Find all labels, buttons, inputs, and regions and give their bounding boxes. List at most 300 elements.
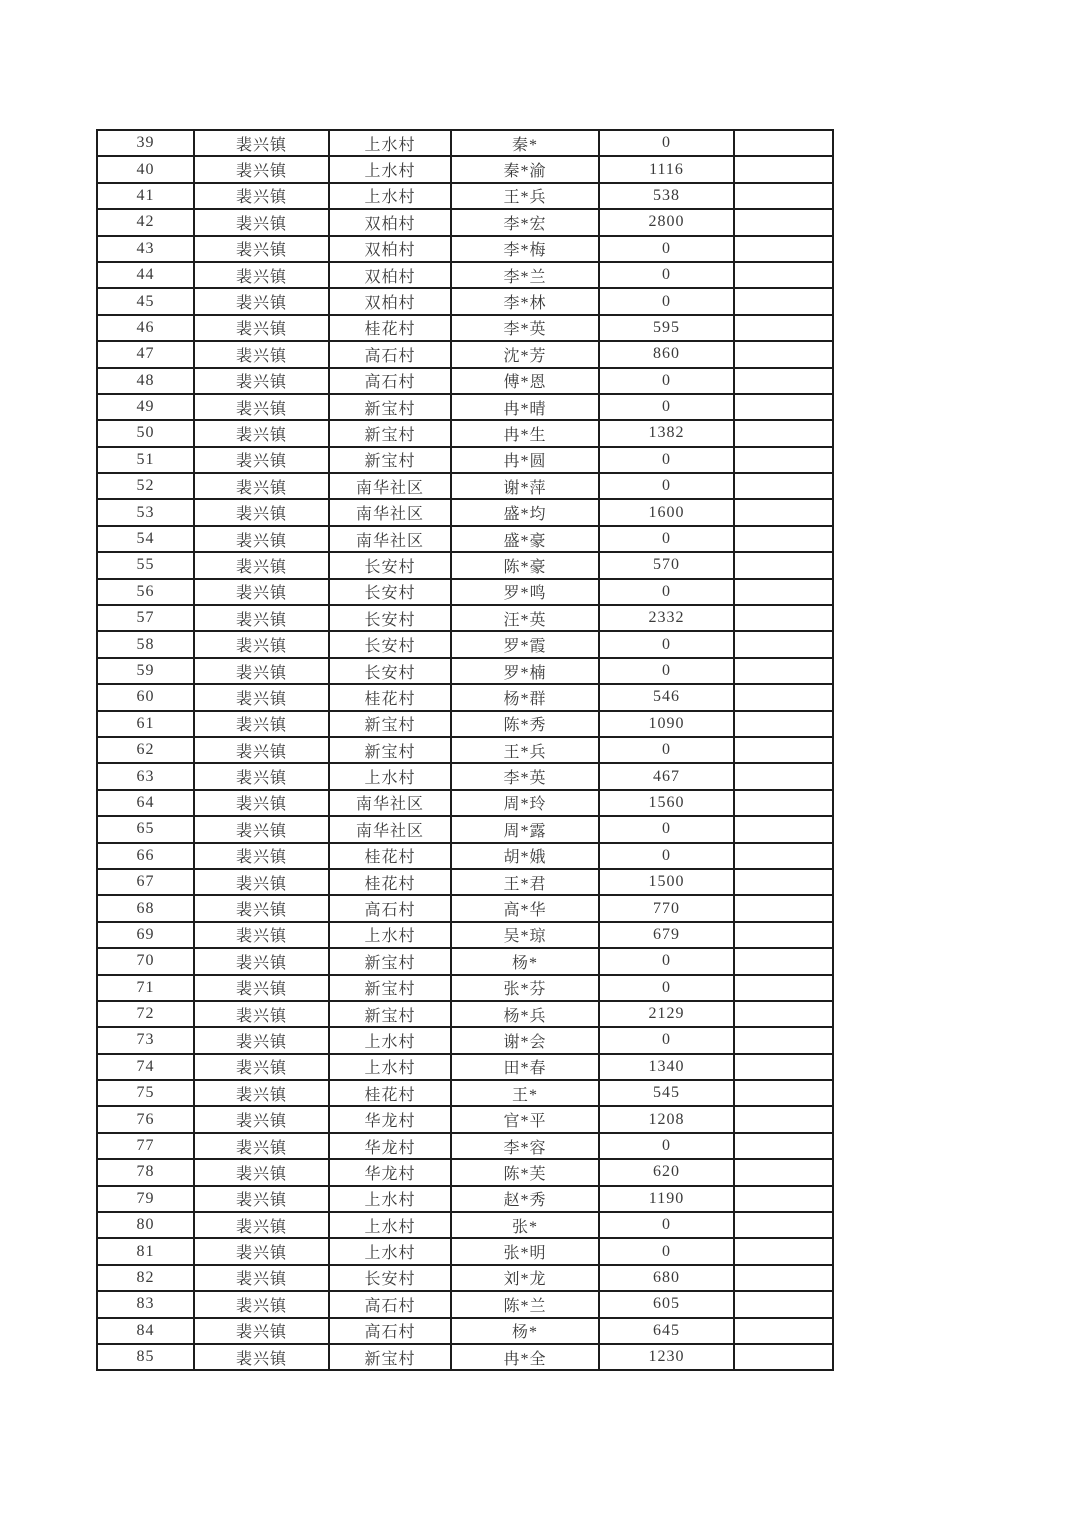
table-row — [97, 922, 833, 948]
cell-village: 新宝村 — [329, 975, 451, 1001]
cell-note — [734, 394, 833, 420]
cell-amount: 0 — [599, 948, 734, 974]
cell-note — [734, 658, 833, 684]
cell-town: 裴兴镇 — [194, 1054, 329, 1080]
cell-no: 58 — [97, 631, 194, 657]
cell-amount: 0 — [599, 737, 734, 763]
cell-note — [734, 183, 833, 209]
cell-amount: 1500 — [599, 869, 734, 895]
cell-note — [734, 1054, 833, 1080]
cell-amount: 0 — [599, 658, 734, 684]
cell-village: 双柏村 — [329, 262, 451, 288]
cell-town: 裴兴镇 — [194, 1080, 329, 1106]
cell-note — [734, 473, 833, 499]
cell-village: 新宝村 — [329, 737, 451, 763]
cell-name: 张*芬 — [451, 975, 599, 1001]
cell-note — [734, 526, 833, 552]
cell-no: 83 — [97, 1291, 194, 1317]
cell-town: 裴兴镇 — [194, 394, 329, 420]
cell-no: 76 — [97, 1106, 194, 1132]
cell-no: 39 — [97, 130, 194, 156]
cell-village: 高石村 — [329, 341, 451, 367]
cell-town: 裴兴镇 — [194, 922, 329, 948]
cell-name: 陈*秀 — [451, 711, 599, 737]
cell-note — [734, 420, 833, 446]
cell-town: 裴兴镇 — [194, 763, 329, 789]
cell-note — [734, 1159, 833, 1185]
table-row — [97, 948, 833, 974]
cell-village: 桂花村 — [329, 1080, 451, 1106]
table-row — [97, 605, 833, 631]
cell-village: 南华社区 — [329, 816, 451, 842]
cell-amount: 2129 — [599, 1001, 734, 1027]
cell-amount: 0 — [599, 975, 734, 1001]
spreadsheet-area — [96, 129, 834, 1371]
cell-amount: 0 — [599, 288, 734, 314]
cell-town: 裴兴镇 — [194, 1265, 329, 1291]
cell-town: 裴兴镇 — [194, 262, 329, 288]
cell-village: 华龙村 — [329, 1106, 451, 1132]
cell-amount: 1600 — [599, 499, 734, 525]
cell-no: 77 — [97, 1133, 194, 1159]
cell-amount: 0 — [599, 843, 734, 869]
cell-no: 53 — [97, 499, 194, 525]
table-row — [97, 1106, 833, 1132]
cell-town: 裴兴镇 — [194, 473, 329, 499]
cell-amount: 2332 — [599, 605, 734, 631]
table-row — [97, 579, 833, 605]
cell-village: 南华社区 — [329, 526, 451, 552]
cell-no: 43 — [97, 236, 194, 262]
cell-amount: 538 — [599, 183, 734, 209]
cell-town: 裴兴镇 — [194, 209, 329, 235]
cell-town: 裴兴镇 — [194, 552, 329, 578]
cell-name: 胡*娥 — [451, 843, 599, 869]
cell-note — [734, 1080, 833, 1106]
cell-no: 69 — [97, 922, 194, 948]
cell-note — [734, 816, 833, 842]
cell-name: 吴*琼 — [451, 922, 599, 948]
cell-note — [734, 1106, 833, 1132]
cell-no: 70 — [97, 948, 194, 974]
cell-town: 裴兴镇 — [194, 790, 329, 816]
cell-town: 裴兴镇 — [194, 1186, 329, 1212]
cell-name: 罗*楠 — [451, 658, 599, 684]
cell-amount: 1230 — [599, 1344, 734, 1370]
cell-village: 双柏村 — [329, 288, 451, 314]
cell-name: 李*梅 — [451, 236, 599, 262]
cell-town: 裴兴镇 — [194, 526, 329, 552]
cell-no: 47 — [97, 341, 194, 367]
table-row — [97, 1344, 833, 1370]
cell-village: 桂花村 — [329, 684, 451, 710]
cell-note — [734, 605, 833, 631]
cell-amount: 570 — [599, 552, 734, 578]
cell-town: 裴兴镇 — [194, 711, 329, 737]
cell-no: 41 — [97, 183, 194, 209]
cell-amount: 0 — [599, 394, 734, 420]
cell-no: 67 — [97, 869, 194, 895]
cell-amount: 1208 — [599, 1106, 734, 1132]
cell-name: 沈*芳 — [451, 341, 599, 367]
cell-note — [734, 368, 833, 394]
cell-amount: 0 — [599, 816, 734, 842]
cell-town: 裴兴镇 — [194, 420, 329, 446]
cell-village: 南华社区 — [329, 499, 451, 525]
cell-no: 72 — [97, 1001, 194, 1027]
cell-town: 裴兴镇 — [194, 315, 329, 341]
cell-town: 裴兴镇 — [194, 1318, 329, 1344]
cell-village: 长安村 — [329, 605, 451, 631]
cell-name: 王* — [451, 1080, 599, 1106]
table-body — [97, 130, 833, 1370]
cell-town: 裴兴镇 — [194, 156, 329, 182]
cell-name: 赵*秀 — [451, 1186, 599, 1212]
cell-note — [734, 579, 833, 605]
cell-village: 桂花村 — [329, 315, 451, 341]
cell-name: 谢*会 — [451, 1027, 599, 1053]
cell-town: 裴兴镇 — [194, 288, 329, 314]
cell-no: 62 — [97, 737, 194, 763]
table-row — [97, 447, 833, 473]
cell-town: 裴兴镇 — [194, 236, 329, 262]
cell-name: 罗*鸣 — [451, 579, 599, 605]
cell-amount: 770 — [599, 895, 734, 921]
cell-no: 75 — [97, 1080, 194, 1106]
cell-town: 裴兴镇 — [194, 631, 329, 657]
cell-village: 长安村 — [329, 579, 451, 605]
cell-no: 63 — [97, 763, 194, 789]
cell-name: 张* — [451, 1212, 599, 1238]
cell-no: 85 — [97, 1344, 194, 1370]
cell-amount: 0 — [599, 1027, 734, 1053]
cell-town: 裴兴镇 — [194, 1212, 329, 1238]
cell-town: 裴兴镇 — [194, 975, 329, 1001]
cell-note — [734, 288, 833, 314]
cell-note — [734, 631, 833, 657]
cell-village: 上水村 — [329, 183, 451, 209]
cell-name: 汪*英 — [451, 605, 599, 631]
cell-note — [734, 262, 833, 288]
cell-note — [734, 315, 833, 341]
cell-name: 王*兵 — [451, 183, 599, 209]
cell-name: 罗*霞 — [451, 631, 599, 657]
cell-village: 新宝村 — [329, 1344, 451, 1370]
cell-note — [734, 447, 833, 473]
table-row — [97, 631, 833, 657]
cell-name: 李*英 — [451, 763, 599, 789]
cell-no: 84 — [97, 1318, 194, 1344]
table-row — [97, 1054, 833, 1080]
cell-name: 谢*萍 — [451, 473, 599, 499]
table-row — [97, 209, 833, 235]
cell-amount: 679 — [599, 922, 734, 948]
cell-town: 裴兴镇 — [194, 499, 329, 525]
cell-no: 40 — [97, 156, 194, 182]
cell-note — [734, 1001, 833, 1027]
table-row — [97, 183, 833, 209]
cell-town: 裴兴镇 — [194, 1106, 329, 1132]
cell-name: 杨*兵 — [451, 1001, 599, 1027]
table-row — [97, 684, 833, 710]
cell-name: 李*容 — [451, 1133, 599, 1159]
cell-no: 73 — [97, 1027, 194, 1053]
cell-name: 王*兵 — [451, 737, 599, 763]
cell-village: 上水村 — [329, 763, 451, 789]
cell-amount: 0 — [599, 236, 734, 262]
cell-name: 张*明 — [451, 1238, 599, 1264]
cell-town: 裴兴镇 — [194, 737, 329, 763]
cell-note — [734, 922, 833, 948]
cell-name: 刘*龙 — [451, 1265, 599, 1291]
cell-no: 64 — [97, 790, 194, 816]
cell-name: 傅*恩 — [451, 368, 599, 394]
cell-town: 裴兴镇 — [194, 843, 329, 869]
cell-town: 裴兴镇 — [194, 895, 329, 921]
cell-amount: 1190 — [599, 1186, 734, 1212]
table-row — [97, 473, 833, 499]
cell-amount: 2800 — [599, 209, 734, 235]
cell-note — [734, 341, 833, 367]
cell-town: 裴兴镇 — [194, 1291, 329, 1317]
cell-no: 51 — [97, 447, 194, 473]
table-row — [97, 262, 833, 288]
cell-name: 盛*均 — [451, 499, 599, 525]
cell-village: 上水村 — [329, 156, 451, 182]
cell-name: 冉*圆 — [451, 447, 599, 473]
cell-village: 长安村 — [329, 1265, 451, 1291]
cell-town: 裴兴镇 — [194, 684, 329, 710]
cell-no: 59 — [97, 658, 194, 684]
cell-amount: 595 — [599, 315, 734, 341]
cell-town: 裴兴镇 — [194, 130, 329, 156]
table-row — [97, 1265, 833, 1291]
cell-village: 华龙村 — [329, 1159, 451, 1185]
cell-town: 裴兴镇 — [194, 183, 329, 209]
cell-village: 南华社区 — [329, 473, 451, 499]
cell-village: 华龙村 — [329, 1133, 451, 1159]
cell-note — [734, 763, 833, 789]
cell-name: 冉*晴 — [451, 394, 599, 420]
cell-town: 裴兴镇 — [194, 658, 329, 684]
table-row — [97, 711, 833, 737]
cell-town: 裴兴镇 — [194, 869, 329, 895]
cell-note — [734, 1344, 833, 1370]
cell-note — [734, 156, 833, 182]
table-row — [97, 130, 833, 156]
cell-town: 裴兴镇 — [194, 368, 329, 394]
cell-town: 裴兴镇 — [194, 1027, 329, 1053]
cell-no: 79 — [97, 1186, 194, 1212]
cell-name: 杨*群 — [451, 684, 599, 710]
cell-village: 上水村 — [329, 1027, 451, 1053]
cell-note — [734, 209, 833, 235]
table-row — [97, 156, 833, 182]
cell-note — [734, 1238, 833, 1264]
table-row — [97, 895, 833, 921]
table-row — [97, 763, 833, 789]
cell-note — [734, 499, 833, 525]
cell-name: 盛*豪 — [451, 526, 599, 552]
cell-amount: 467 — [599, 763, 734, 789]
cell-name: 冉*生 — [451, 420, 599, 446]
cell-no: 80 — [97, 1212, 194, 1238]
cell-village: 上水村 — [329, 1238, 451, 1264]
cell-note — [734, 948, 833, 974]
table-row — [97, 341, 833, 367]
cell-no: 50 — [97, 420, 194, 446]
cell-no: 61 — [97, 711, 194, 737]
cell-village: 高石村 — [329, 1291, 451, 1317]
cell-no: 68 — [97, 895, 194, 921]
cell-note — [734, 1291, 833, 1317]
cell-village: 双柏村 — [329, 236, 451, 262]
cell-amount: 620 — [599, 1159, 734, 1185]
cell-name: 李*兰 — [451, 262, 599, 288]
data-table — [96, 129, 834, 1371]
cell-name: 陈*兰 — [451, 1291, 599, 1317]
cell-village: 长安村 — [329, 631, 451, 657]
cell-village: 南华社区 — [329, 790, 451, 816]
cell-amount: 1090 — [599, 711, 734, 737]
cell-note — [734, 1318, 833, 1344]
cell-name: 冉*全 — [451, 1344, 599, 1370]
cell-village: 新宝村 — [329, 447, 451, 473]
cell-village: 新宝村 — [329, 420, 451, 446]
table-row — [97, 1212, 833, 1238]
cell-name: 秦*渝 — [451, 156, 599, 182]
cell-no: 55 — [97, 552, 194, 578]
table-row — [97, 288, 833, 314]
cell-amount: 860 — [599, 341, 734, 367]
cell-village: 桂花村 — [329, 843, 451, 869]
table-row — [97, 1080, 833, 1106]
cell-no: 48 — [97, 368, 194, 394]
table-row — [97, 790, 833, 816]
table-row — [97, 236, 833, 262]
cell-name: 李*林 — [451, 288, 599, 314]
cell-note — [734, 843, 833, 869]
cell-amount: 0 — [599, 579, 734, 605]
cell-note — [734, 684, 833, 710]
cell-village: 双柏村 — [329, 209, 451, 235]
cell-note — [734, 1265, 833, 1291]
cell-village: 上水村 — [329, 1054, 451, 1080]
table-row — [97, 869, 833, 895]
cell-village: 上水村 — [329, 1212, 451, 1238]
table-row — [97, 526, 833, 552]
cell-village: 高石村 — [329, 895, 451, 921]
cell-village: 上水村 — [329, 922, 451, 948]
cell-village: 新宝村 — [329, 1001, 451, 1027]
cell-town: 裴兴镇 — [194, 1344, 329, 1370]
cell-village: 上水村 — [329, 130, 451, 156]
table-row — [97, 843, 833, 869]
cell-note — [734, 975, 833, 1001]
cell-village: 高石村 — [329, 1318, 451, 1344]
cell-note — [734, 711, 833, 737]
cell-note — [734, 790, 833, 816]
cell-no: 71 — [97, 975, 194, 1001]
cell-town: 裴兴镇 — [194, 1159, 329, 1185]
cell-name: 官*平 — [451, 1106, 599, 1132]
cell-town: 裴兴镇 — [194, 341, 329, 367]
cell-amount: 0 — [599, 368, 734, 394]
table-row — [97, 394, 833, 420]
cell-name: 陈*豪 — [451, 552, 599, 578]
cell-no: 42 — [97, 209, 194, 235]
cell-no: 49 — [97, 394, 194, 420]
cell-name: 秦* — [451, 130, 599, 156]
cell-no: 52 — [97, 473, 194, 499]
table-row — [97, 1133, 833, 1159]
cell-name: 杨* — [451, 948, 599, 974]
cell-note — [734, 130, 833, 156]
cell-no: 82 — [97, 1265, 194, 1291]
cell-town: 裴兴镇 — [194, 605, 329, 631]
table-row — [97, 368, 833, 394]
table-row — [97, 816, 833, 842]
cell-village: 高石村 — [329, 368, 451, 394]
cell-amount: 0 — [599, 130, 734, 156]
cell-amount: 545 — [599, 1080, 734, 1106]
cell-no: 65 — [97, 816, 194, 842]
table-row — [97, 1186, 833, 1212]
cell-no: 56 — [97, 579, 194, 605]
cell-note — [734, 737, 833, 763]
table-row — [97, 552, 833, 578]
cell-village: 上水村 — [329, 1186, 451, 1212]
cell-note — [734, 869, 833, 895]
table-row — [97, 1159, 833, 1185]
cell-amount: 546 — [599, 684, 734, 710]
table-row — [97, 1001, 833, 1027]
cell-name: 杨* — [451, 1318, 599, 1344]
cell-town: 裴兴镇 — [194, 1238, 329, 1264]
cell-name: 李*英 — [451, 315, 599, 341]
cell-amount: 0 — [599, 447, 734, 473]
cell-amount: 0 — [599, 473, 734, 499]
cell-amount: 605 — [599, 1291, 734, 1317]
table-row — [97, 658, 833, 684]
cell-note — [734, 1186, 833, 1212]
cell-amount: 0 — [599, 526, 734, 552]
cell-village: 新宝村 — [329, 948, 451, 974]
cell-amount: 680 — [599, 1265, 734, 1291]
cell-note — [734, 895, 833, 921]
cell-note — [734, 236, 833, 262]
table-row — [97, 1238, 833, 1264]
table-row — [97, 975, 833, 1001]
cell-name: 周*露 — [451, 816, 599, 842]
cell-town: 裴兴镇 — [194, 948, 329, 974]
cell-note — [734, 1027, 833, 1053]
cell-note — [734, 1133, 833, 1159]
cell-no: 45 — [97, 288, 194, 314]
cell-name: 田*春 — [451, 1054, 599, 1080]
cell-name: 王*君 — [451, 869, 599, 895]
cell-amount: 0 — [599, 631, 734, 657]
cell-name: 周*玲 — [451, 790, 599, 816]
cell-note — [734, 1212, 833, 1238]
table-row — [97, 420, 833, 446]
cell-village: 长安村 — [329, 658, 451, 684]
cell-town: 裴兴镇 — [194, 447, 329, 473]
cell-town: 裴兴镇 — [194, 579, 329, 605]
cell-no: 54 — [97, 526, 194, 552]
table-row — [97, 737, 833, 763]
cell-no: 57 — [97, 605, 194, 631]
